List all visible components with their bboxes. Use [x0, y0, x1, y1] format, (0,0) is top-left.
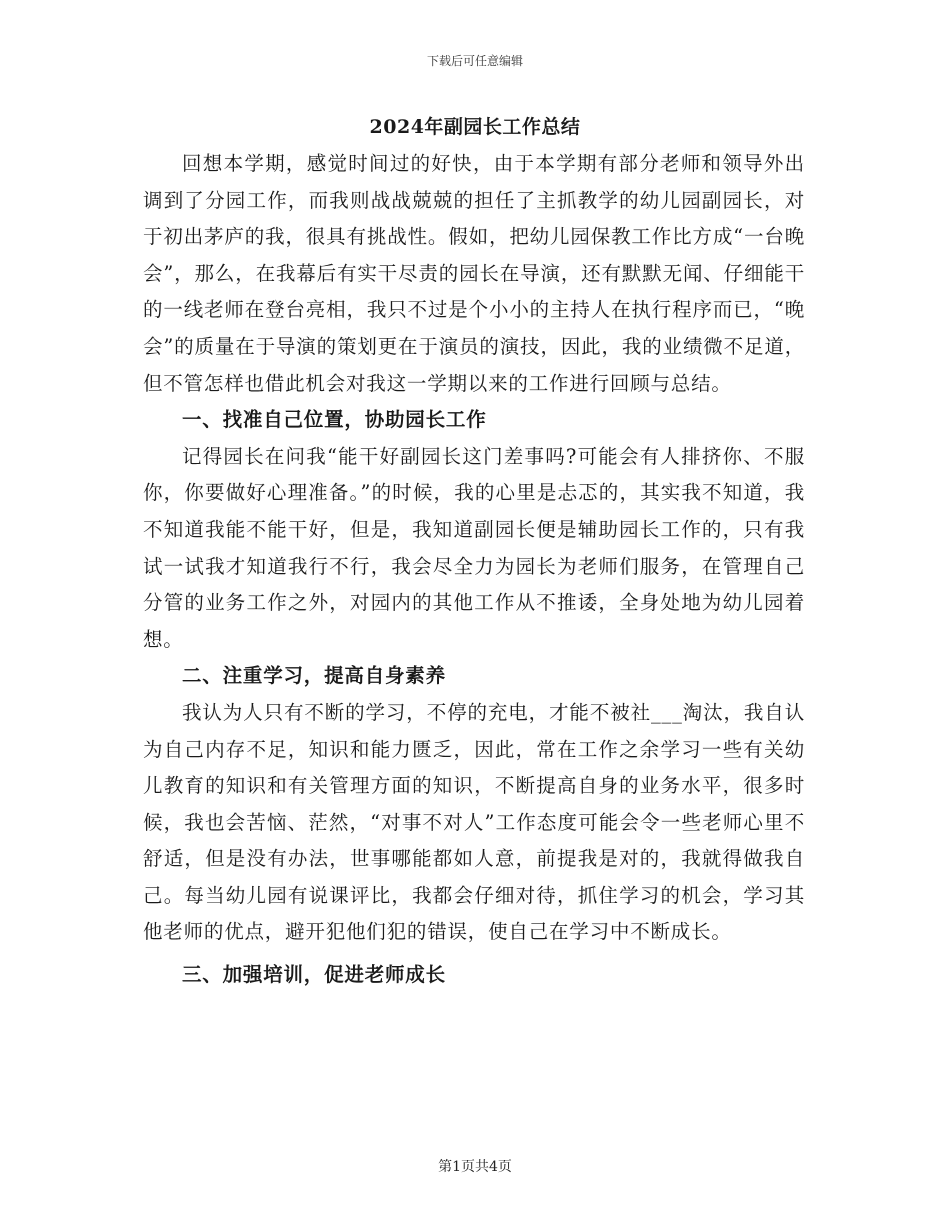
document-body	[143, 146, 805, 994]
page-header-note: 下载后可任意编辑	[426, 54, 523, 68]
section-paragraph-2: 我认为人只有不断的学习，不停的充电，才能不被社___淘汰，我自认为自己内存不足，知识和能力匮乏，因此，常在工作之余学习一些有关幼儿教育的知识和有关管理方面的知识，不断提高自身的业务水平，很多时候，我也会苦恼、茫然，“对事不对人”工作态度可能会令一些老师心里不舒适，但是没有办法，世事哪能都如人意，前提我是对的，我就得做我自己。每当幼儿园有说课评比，我都会仔细对待，抓住学习的机会，学习其他老师的优点，避开犯他们犯的错误，使自己在学习中不断成长。	[143, 700, 805, 944]
section-heading-3: 三、加强培训，促进老师成长	[182, 963, 446, 987]
page-footer: 第1页共4页	[438, 1159, 512, 1175]
section-paragraph-1: 记得园长在问我“能干好副园长这门差事吗?可能会有人排挤你、不服你，你要做好心理准备。”的时候，我的心里是忐忑的，其实我不知道，我不知道我能不能干好，但是，我知道副园长便是辅助园长工作的，只有我试一试我才知道我行不行，我会尽全力为园长为老师们服务，在管理自己分管的业务工作之外，对园内的其他工作从不推诿，全身处地为幼儿园着想。	[143, 444, 805, 651]
document-title: 2024年副园长工作总结	[369, 116, 581, 138]
intro-paragraph: 回想本学期，感觉时间过的好快，由于本学期有部分老师和领导外出调到了分园工作，而我则战战兢兢的担任了主抓教学的幼儿园副园长，对于初出茅庐的我，很具有挑战性。假如，把幼儿园保教工作比方成“一台晚会”，那么，在我幕后有实干尽责的园长在导演，还有默默无闻、仔细能干的一线老师在登台亮相，我只不过是个小小的主持人在执行程序而已，“晚会”的质量在于导演的策划更在于演员的演技，因此，我的业绩微不足道，但不管怎样也借此机会对我这一学期以来的工作进行回顾与总结。	[143, 152, 805, 395]
section-heading-2: 二、注重学习，提高自身素养	[182, 664, 446, 688]
section-heading-1: 一、找准自己位置，协助园长工作	[182, 408, 487, 432]
